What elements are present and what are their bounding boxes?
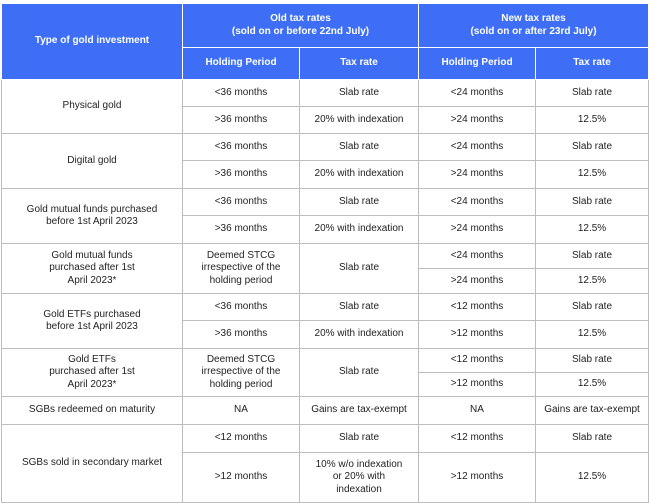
header-old-tax-rate: Tax rate (300, 48, 419, 80)
cell-new-holding: <12 months (419, 349, 536, 373)
row-label-sgb-secondary: SGBs sold in secondary market (2, 425, 183, 503)
table-row (2, 349, 649, 373)
cell-new-holding: >24 months (419, 107, 536, 134)
row-label-line: Gold ETFs (68, 353, 116, 365)
cell-new-tax: 12.5% (536, 107, 649, 134)
row-label-gold-etf-after (2, 349, 183, 397)
cell-old-tax (300, 453, 419, 503)
row-label-line: before 1st April 2023 (46, 321, 138, 332)
cell-old-tax: Gains are tax-exempt (300, 397, 419, 425)
row-label-line: April 2023* (67, 378, 117, 390)
table-row (2, 294, 649, 321)
cell-new-tax: 12.5% (536, 216, 649, 244)
cell-new-tax: Slab rate (536, 425, 649, 453)
cell-new-tax: Slab rate (536, 294, 649, 321)
cell-new-holding: <24 months (419, 80, 536, 107)
cell-line: irrespective of the (201, 262, 281, 274)
cell-new-holding: NA (419, 397, 536, 425)
row-label-physical-gold: Physical gold (2, 80, 183, 134)
cell-line: or 20% with (332, 471, 386, 483)
cell-new-holding: >24 months (419, 161, 536, 189)
header-new-title: New tax rates (501, 13, 566, 24)
cell-old-tax: Slab rate (300, 349, 419, 397)
cell-new-tax: Slab rate (536, 244, 649, 269)
cell-new-tax: Slab rate (536, 80, 649, 107)
cell-old-holding: <36 months (183, 134, 300, 161)
cell-new-holding: >12 months (419, 373, 536, 397)
cell-old-holding: >12 months (183, 453, 300, 503)
cell-old-holding: >36 months (183, 216, 300, 244)
cell-line: holding period (209, 378, 273, 390)
header-old-rates (183, 4, 419, 48)
table-row (2, 397, 649, 425)
table-row (2, 189, 649, 216)
cell-old-tax: Slab rate (300, 80, 419, 107)
cell-old-holding (183, 244, 300, 294)
cell-new-holding: >12 months (419, 453, 536, 503)
cell-new-tax: 12.5% (536, 453, 649, 503)
cell-old-holding: <36 months (183, 294, 300, 321)
cell-old-holding: <12 months (183, 425, 300, 453)
cell-old-holding: >36 months (183, 161, 300, 189)
cell-new-holding: >24 months (419, 216, 536, 244)
gold-tax-table (1, 3, 649, 503)
cell-new-tax: 12.5% (536, 269, 649, 294)
cell-old-tax: 20% with indexation (300, 107, 419, 134)
cell-line: Deemed STCG (206, 249, 276, 261)
row-label-gold-mf-before (2, 189, 183, 244)
cell-new-holding: >24 months (419, 269, 536, 294)
cell-old-tax: Slab rate (300, 189, 419, 216)
row-label-line: Gold ETFs purchased (43, 308, 141, 320)
cell-new-holding: <12 months (419, 294, 536, 321)
row-label-sgb-maturity: SGBs redeemed on maturity (2, 397, 183, 425)
cell-new-tax: 12.5% (536, 321, 649, 349)
cell-new-tax: Gains are tax-exempt (536, 397, 649, 425)
table-row (2, 244, 649, 269)
table-row (2, 134, 649, 161)
cell-line: irrespective of the (201, 366, 281, 378)
cell-old-holding: NA (183, 397, 300, 425)
cell-new-holding: >12 months (419, 321, 536, 349)
cell-line: holding period (209, 274, 273, 286)
table-header (2, 4, 649, 80)
header-old-holding-period: Holding Period (183, 48, 300, 80)
header-old-title: Old tax rates (270, 13, 331, 24)
cell-old-tax: 20% with indexation (300, 161, 419, 189)
row-label-gold-etf-before (2, 294, 183, 349)
cell-old-holding (183, 349, 300, 397)
header-old-subtitle: (sold on or before 22nd July) (231, 25, 370, 37)
header-new-subtitle: (sold on or after 23rd July) (470, 25, 597, 37)
cell-new-tax: Slab rate (536, 189, 649, 216)
cell-old-tax: Slab rate (300, 244, 419, 294)
cell-new-tax: 12.5% (536, 373, 649, 397)
cell-old-tax: Slab rate (300, 425, 419, 453)
table-row (2, 80, 649, 107)
cell-old-holding: >36 months (183, 321, 300, 349)
cell-old-tax: 20% with indexation (300, 216, 419, 244)
cell-old-tax: Slab rate (300, 134, 419, 161)
header-new-tax-rate: Tax rate (536, 48, 649, 80)
row-label-line: before 1st April 2023 (46, 216, 138, 227)
table-row (2, 425, 649, 453)
header-type: Type of gold investment (2, 4, 183, 80)
cell-old-holding: <36 months (183, 80, 300, 107)
row-label-line: Gold mutual funds (51, 249, 133, 261)
cell-new-holding: <24 months (419, 189, 536, 216)
cell-line: indexation (336, 483, 382, 495)
cell-old-tax: Slab rate (300, 294, 419, 321)
row-label-gold-mf-after (2, 244, 183, 294)
cell-new-tax: Slab rate (536, 134, 649, 161)
row-label-line: purchased after 1st (49, 366, 135, 378)
cell-old-holding: <36 months (183, 189, 300, 216)
row-label-digital-gold: Digital gold (2, 134, 183, 189)
cell-line: 10% w/o indexation (315, 458, 403, 470)
row-label-line: April 2023* (67, 274, 117, 286)
cell-new-tax: Slab rate (536, 349, 649, 373)
header-new-holding-period: Holding Period (419, 48, 536, 80)
cell-new-tax: 12.5% (536, 161, 649, 189)
row-label-line: Gold mutual funds purchased (26, 203, 158, 215)
cell-old-holding: >36 months (183, 107, 300, 134)
cell-new-holding: <12 months (419, 425, 536, 453)
cell-new-holding: <24 months (419, 244, 536, 269)
cell-new-holding: <24 months (419, 134, 536, 161)
cell-line: Deemed STCG (206, 353, 276, 365)
header-new-rates (419, 4, 649, 48)
cell-old-tax: 20% with indexation (300, 321, 419, 349)
row-label-line: purchased after 1st (49, 262, 135, 274)
